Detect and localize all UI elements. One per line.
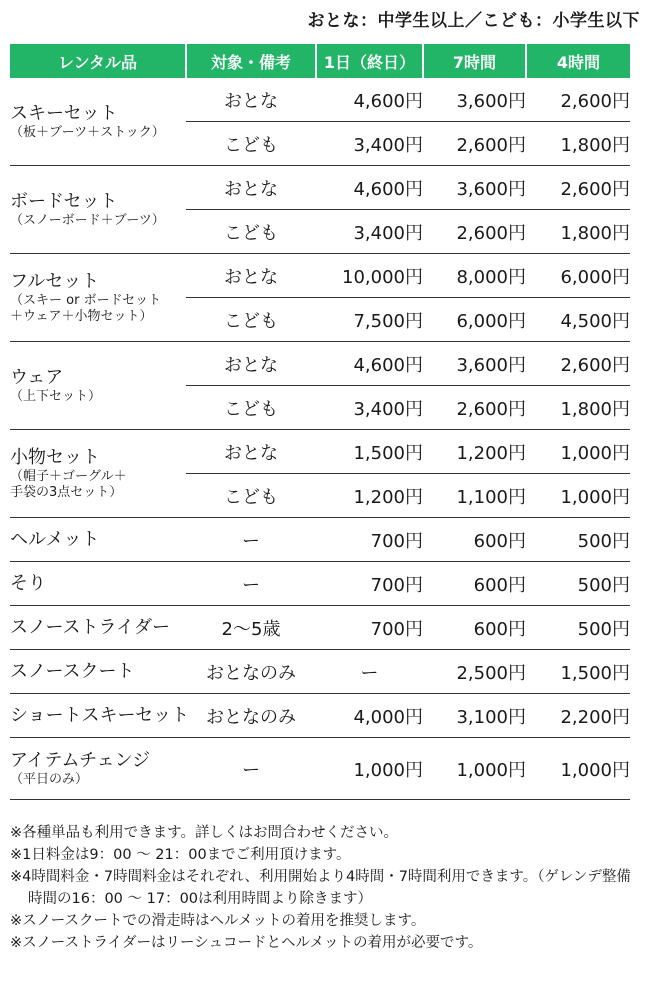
table-row [10,254,630,298]
price-4h: 2,600円 [526,342,630,386]
item-note: （平日のみ） [10,771,89,787]
item-name: アイテムチェンジ [10,749,151,771]
target-cell: おとな [186,78,316,122]
table-row [10,78,630,122]
price-7h: 8,000円 [423,254,526,298]
target-cell: ー [186,562,316,606]
item-name-cell [10,518,186,562]
table-row [10,562,630,606]
item-name: そり [10,572,46,594]
price-7h: 600円 [423,562,526,606]
price-day: ー [316,650,423,694]
price-day: 700円 [316,606,423,650]
rental-price-table [10,44,630,800]
price-4h: 1,000円 [526,430,630,474]
target-cell: こども [186,298,316,342]
target-cell: ー [186,518,316,562]
target-cell: こども [186,210,316,254]
header-target: 対象・備考 [186,44,316,78]
item-name-cell [10,694,190,738]
item-name: 小物セット [10,446,100,468]
item-name-cell [10,78,186,166]
price-day: 10,000円 [316,254,423,298]
item-name: ウェア [10,366,64,388]
target-cell: こども [186,386,316,430]
target-cell: おとな [186,254,316,298]
price-7h: 2,600円 [423,210,526,254]
price-4h: 500円 [526,606,630,650]
price-7h: 2,600円 [423,122,526,166]
table-row [10,430,630,474]
price-7h: 2,600円 [423,386,526,430]
price-7h: 600円 [423,518,526,562]
price-7h: 1,000円 [423,738,526,800]
table-row [10,166,630,210]
note-item: ※4時間料金・7時間料金はそれぞれ、利用開始より4時間・7時間利用できます。（ゲレンデ整備時間の16：00 〜 17：00は利用時間より除きます） [10,869,631,907]
header-4h: 4時間 [526,44,630,78]
table-row [10,650,630,694]
price-day: 7,500円 [316,298,423,342]
age-definition-note: おとな：中学生以上／こども：小学生以下 [307,11,640,31]
note-item: ※スノースクートでの滑走時はヘルメットの着用を推奨します。 [10,913,426,929]
header-7h: 7時間 [423,44,526,78]
table-row [10,518,630,562]
header-day: 1日（終日） [316,44,423,78]
item-name-cell [10,166,186,254]
target-cell: 2〜5歳 [186,606,316,650]
note-item: ※各種単品も利用できます。詳しくはお問合わせください。 [10,825,398,841]
target-cell: おとなのみ [186,650,316,694]
item-name-cell [10,738,186,800]
price-4h: 1,800円 [526,386,630,430]
price-day: 3,400円 [316,210,423,254]
table-row [10,606,630,650]
item-name: フルセット [10,270,100,292]
price-4h: 1,800円 [526,122,630,166]
price-day: 4,600円 [316,342,423,386]
price-4h: 1,000円 [526,738,630,800]
price-4h: 2,600円 [526,78,630,122]
item-name: スキーセット [10,102,118,124]
target-cell: おとなのみ [186,694,316,738]
price-4h: 500円 [526,518,630,562]
price-4h: 2,200円 [526,694,630,738]
price-7h: 1,100円 [423,474,526,518]
item-name: ヘルメット [10,528,100,550]
item-name-cell [10,606,186,650]
header-item: レンタル品 [10,44,186,78]
price-day: 3,400円 [316,122,423,166]
price-day: 1,500円 [316,430,423,474]
price-day: 4,600円 [316,166,423,210]
target-cell: おとな [186,342,316,386]
price-4h: 2,600円 [526,166,630,210]
table-row [10,342,630,386]
table-row [10,694,630,738]
price-7h: 3,600円 [423,166,526,210]
table-row [10,738,630,800]
item-note: （スキー or ボードセット [10,292,162,308]
note-item: ※スノーストライダーはリーシュコードとヘルメットの着用が必要です。 [10,935,483,951]
price-day: 1,200円 [316,474,423,518]
price-day: 700円 [316,562,423,606]
target-cell: おとな [186,430,316,474]
notes-section [10,822,640,954]
price-day: 3,400円 [316,386,423,430]
item-name: ショートスキーセット [10,704,190,726]
target-cell: おとな [186,166,316,210]
item-name-cell [10,254,186,342]
price-4h: 4,500円 [526,298,630,342]
price-day: 4,600円 [316,78,423,122]
item-note: （スノーボード＋ブーツ） [10,212,165,228]
item-name: スノースクート [10,660,135,682]
price-7h: 600円 [423,606,526,650]
item-note: （帽子＋ゴーグル＋ [10,468,127,484]
target-cell: こども [186,122,316,166]
price-day: 700円 [316,518,423,562]
item-name: ボードセット [10,190,118,212]
item-name-cell [10,342,186,430]
price-7h: 1,200円 [423,430,526,474]
item-name-cell [10,562,186,606]
price-4h: 1,000円 [526,474,630,518]
price-4h: 1,500円 [526,650,630,694]
target-cell: こども [186,474,316,518]
price-4h: 6,000円 [526,254,630,298]
price-7h: 3,600円 [423,78,526,122]
item-note: （上下セット） [10,388,102,404]
price-7h: 2,500円 [423,650,526,694]
item-note-line2: 手袋の3点セット） [10,484,123,500]
price-day: 1,000円 [316,738,423,800]
price-4h: 1,800円 [526,210,630,254]
table-header-row [10,44,630,78]
price-7h: 6,000円 [423,298,526,342]
item-note: （板＋ブーツ＋ストック） [10,124,165,140]
note-item: ※1日料金は9：00 〜 21：00までご利用頂けます。 [10,847,351,863]
price-day: 4,000円 [316,694,423,738]
price-7h: 3,600円 [423,342,526,386]
price-4h: 500円 [526,562,630,606]
item-name: スノーストライダー [10,616,171,638]
item-name-cell [10,430,186,518]
target-cell: ー [186,738,316,800]
item-note-line2: ＋ウェア＋小物セット） [10,308,153,324]
item-name-cell [10,650,186,694]
price-7h: 3,100円 [423,694,526,738]
